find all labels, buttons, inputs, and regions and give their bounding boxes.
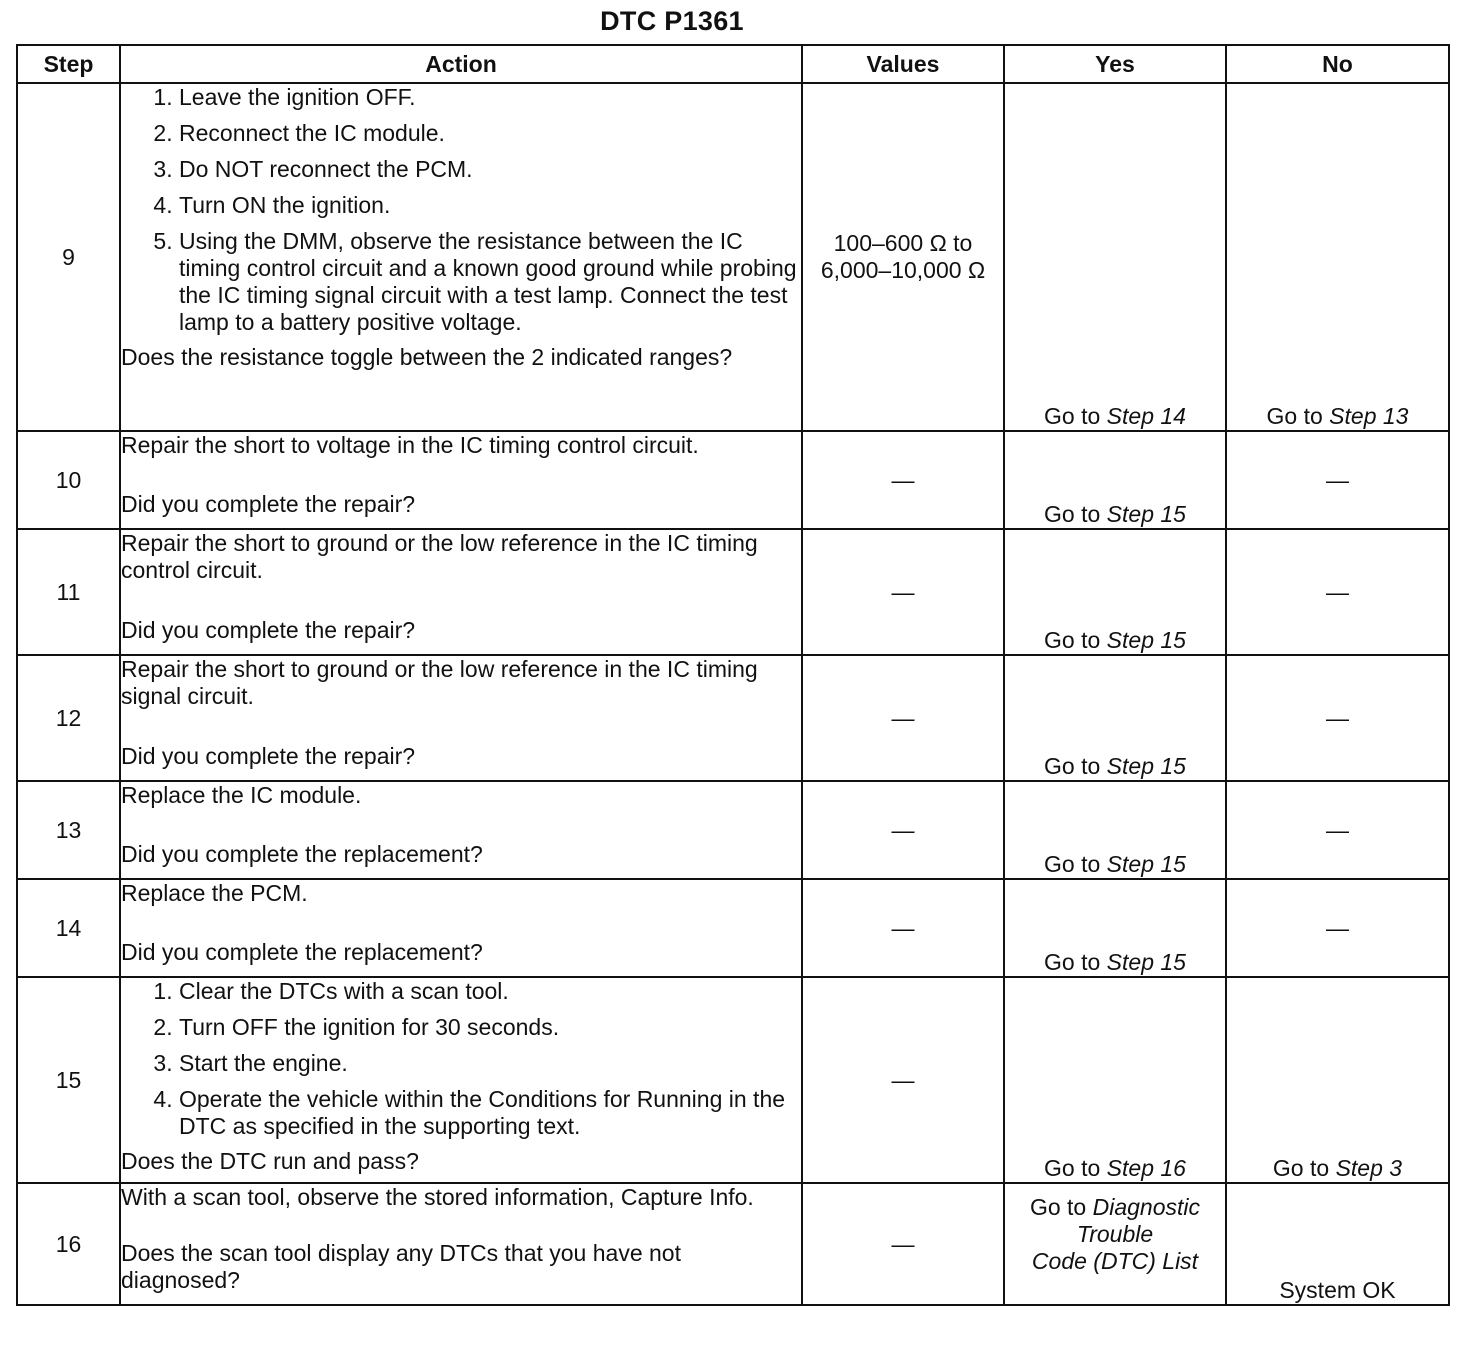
action-instruction: With a scan tool, observe the stored information, Capture Info. bbox=[121, 1184, 754, 1210]
column-header-action: Action bbox=[120, 45, 802, 83]
yes-goto bbox=[1004, 431, 1226, 529]
goto-diagnostic-link[interactable]: Diagnostic bbox=[1092, 1194, 1201, 1220]
list-item: 2. Reconnect the IC module. bbox=[179, 120, 801, 147]
values-cell: — bbox=[802, 879, 1004, 977]
action-question: Did you complete the replacement? bbox=[121, 939, 483, 965]
diagnostic-table bbox=[16, 44, 1450, 1306]
action-question: Does the DTC run and pass? bbox=[121, 1148, 419, 1174]
goto-step-link[interactable]: Step 15 bbox=[1106, 627, 1186, 653]
values-range-line: 100–600 Ω to bbox=[833, 230, 973, 256]
goto-step-link[interactable]: Step 14 bbox=[1106, 403, 1186, 429]
action-question: Does the resistance toggle between the 2 indicated ranges? bbox=[121, 344, 733, 370]
goto-step-link[interactable]: Step 15 bbox=[1106, 501, 1186, 527]
step-number: 13 bbox=[17, 781, 120, 879]
yes-goto bbox=[1004, 977, 1226, 1183]
no-cell: — bbox=[1226, 431, 1449, 529]
values-cell: — bbox=[802, 977, 1004, 1183]
action-cell bbox=[120, 879, 802, 977]
goto-prefix: Go to bbox=[1029, 1194, 1093, 1220]
action-instruction: Repair the short to ground or the low reference in the IC timing control circuit. bbox=[121, 530, 758, 583]
no-cell: — bbox=[1226, 879, 1449, 977]
values-cell: — bbox=[802, 431, 1004, 529]
yes-goto bbox=[1004, 781, 1226, 879]
action-cell bbox=[120, 83, 802, 431]
column-header-values: Values bbox=[802, 45, 1004, 83]
list-item: 5. Using the DMM, observe the resistance between the IC timing control circuit and a known good ground while probing the IC timing signal circuit with a test lamp. Connect the test lamp to a battery positive voltage. bbox=[179, 228, 801, 336]
action-question: Did you complete the replacement? bbox=[121, 841, 483, 867]
goto-prefix: Go to bbox=[1266, 403, 1330, 429]
action-cell bbox=[120, 655, 802, 781]
yes-goto bbox=[1004, 879, 1226, 977]
values-cell: — bbox=[802, 781, 1004, 879]
column-header-yes: Yes bbox=[1004, 45, 1226, 83]
action-question: Did you complete the repair? bbox=[121, 491, 416, 517]
action-steps-list bbox=[121, 84, 801, 344]
action-cell bbox=[120, 977, 802, 1183]
goto-prefix: Go to bbox=[1044, 753, 1107, 779]
column-header-no: No bbox=[1226, 45, 1449, 83]
table-row bbox=[17, 879, 1449, 977]
table-row bbox=[17, 655, 1449, 781]
goto-diagnostic-link-line[interactable]: Trouble bbox=[1076, 1221, 1154, 1247]
action-instruction: Replace the PCM. bbox=[121, 880, 308, 906]
list-item: 3. Do NOT reconnect the PCM. bbox=[179, 156, 801, 183]
no-goto bbox=[1226, 83, 1449, 431]
no-cell: — bbox=[1226, 529, 1449, 655]
step-number: 11 bbox=[17, 529, 120, 655]
goto-prefix: Go to bbox=[1272, 1155, 1336, 1181]
values-cell: — bbox=[802, 1183, 1004, 1305]
no-result: System OK bbox=[1226, 1183, 1449, 1305]
goto-prefix: Go to bbox=[1044, 1155, 1107, 1181]
list-item: 1. Clear the DTCs with a scan tool. bbox=[179, 978, 801, 1005]
goto-prefix: Go to bbox=[1044, 627, 1107, 653]
action-question: Did you complete the repair? bbox=[121, 617, 416, 643]
goto-step-link[interactable]: Step 3 bbox=[1335, 1155, 1403, 1181]
goto-step-link[interactable]: Step 16 bbox=[1106, 1155, 1186, 1181]
no-cell: — bbox=[1226, 781, 1449, 879]
step-number: 12 bbox=[17, 655, 120, 781]
action-cell bbox=[120, 529, 802, 655]
step-number: 10 bbox=[17, 431, 120, 529]
list-item: 2. Turn OFF the ignition for 30 seconds. bbox=[179, 1014, 801, 1041]
page-title: DTC P1361 bbox=[600, 6, 744, 36]
table-row bbox=[17, 1183, 1449, 1305]
values-cell: — bbox=[802, 529, 1004, 655]
step-number: 9 bbox=[17, 83, 120, 431]
action-question: Does the scan tool display any DTCs that you have not diagnosed? bbox=[121, 1240, 681, 1293]
action-steps-list bbox=[121, 978, 801, 1148]
list-item: 1. Leave the ignition OFF. bbox=[179, 84, 801, 111]
step-number: 15 bbox=[17, 977, 120, 1183]
goto-prefix: Go to bbox=[1044, 851, 1107, 877]
action-cell bbox=[120, 781, 802, 879]
yes-goto bbox=[1004, 1183, 1226, 1305]
no-goto bbox=[1226, 977, 1449, 1183]
action-instruction: Replace the IC module. bbox=[121, 782, 362, 808]
column-header-step: Step bbox=[17, 45, 120, 83]
step-number: 14 bbox=[17, 879, 120, 977]
yes-goto bbox=[1004, 83, 1226, 431]
no-cell: — bbox=[1226, 655, 1449, 781]
yes-goto bbox=[1004, 655, 1226, 781]
action-cell bbox=[120, 1183, 802, 1305]
table-header-row bbox=[17, 45, 1449, 83]
action-question: Did you complete the repair? bbox=[121, 743, 416, 769]
list-item: 4. Operate the vehicle within the Conditions for Running in the DTC as specified in the supporting text. bbox=[179, 1086, 801, 1140]
step-number: 16 bbox=[17, 1183, 120, 1305]
table-row bbox=[17, 529, 1449, 655]
values-range-line: 6,000–10,000 Ω bbox=[820, 257, 986, 283]
goto-step-link[interactable]: Step 15 bbox=[1106, 753, 1186, 779]
goto-prefix: Go to bbox=[1044, 501, 1107, 527]
list-item: 4. Turn ON the ignition. bbox=[179, 192, 801, 219]
goto-prefix: Go to bbox=[1044, 403, 1107, 429]
table-row bbox=[17, 431, 1449, 529]
action-instruction: Repair the short to ground or the low reference in the IC timing signal circuit. bbox=[121, 656, 758, 709]
table-row bbox=[17, 977, 1449, 1183]
values-cell bbox=[802, 83, 1004, 431]
values-cell: — bbox=[802, 655, 1004, 781]
goto-prefix: Go to bbox=[1044, 949, 1107, 975]
goto-step-link[interactable]: Step 13 bbox=[1329, 403, 1409, 429]
yes-goto bbox=[1004, 529, 1226, 655]
action-instruction: Repair the short to voltage in the IC timing control circuit. bbox=[121, 432, 699, 458]
list-item: 3. Start the engine. bbox=[179, 1050, 801, 1077]
goto-step-link[interactable]: Step 15 bbox=[1106, 949, 1186, 975]
table-row bbox=[17, 781, 1449, 879]
goto-step-link[interactable]: Step 15 bbox=[1106, 851, 1186, 877]
action-cell bbox=[120, 431, 802, 529]
table-row bbox=[17, 83, 1449, 431]
goto-diagnostic-link-line[interactable]: Code (DTC) List bbox=[1031, 1248, 1199, 1274]
